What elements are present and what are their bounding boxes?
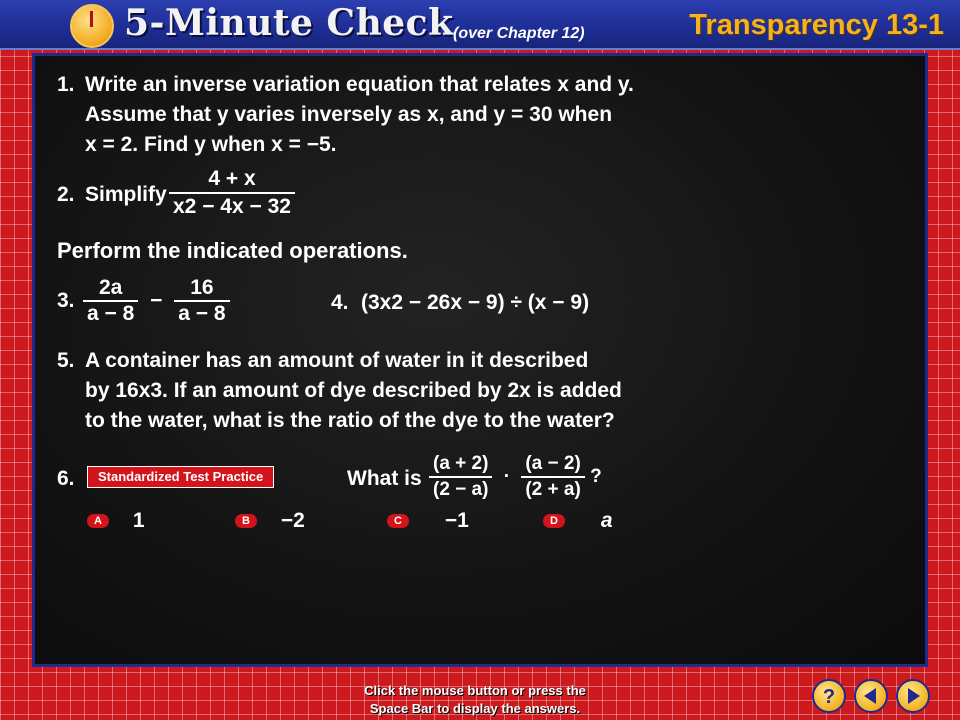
choice-c[interactable] xyxy=(387,506,469,536)
q4-expression: (3x2 − 26x − 9) ÷ (x − 9) xyxy=(361,291,590,314)
transparency-label: Transparency 13-1 xyxy=(689,9,944,41)
previous-button[interactable] xyxy=(854,679,888,713)
choice-d-value: a xyxy=(600,509,613,532)
choice-c-marker: C xyxy=(387,514,409,528)
footer-instructions xyxy=(320,682,630,718)
question-4-number: 4. xyxy=(331,291,349,314)
chapter-subtitle: (over Chapter 12) xyxy=(453,25,585,42)
choice-b[interactable] xyxy=(235,506,305,536)
q6-fraction-1-numerator: (a + 2) xyxy=(433,453,489,474)
q2-denominator: x2 − 4x − 32 xyxy=(169,192,295,220)
q3-fraction-2-numerator: 16 xyxy=(190,276,214,299)
q6-expression: $\frac{(a + 2)}{(2 - a)}$ · $\frac{(a - 2)}{(2 + a)}$ ? xyxy=(429,452,602,502)
footer-line-2: Space Bar to display the answers. xyxy=(369,701,581,716)
next-button[interactable] xyxy=(896,679,930,713)
q3-expression: $\frac{2a}{a - 8}$ − $\frac{16}{a - 8}$ xyxy=(83,276,230,326)
q1-line-1: Write an inverse variation equation that relates x and y. xyxy=(85,73,634,96)
header-bar xyxy=(0,0,960,50)
q6-fraction-2-numerator: (a − 2) xyxy=(525,453,581,474)
previous-icon xyxy=(856,681,886,711)
choice-a-value: 1 xyxy=(132,509,145,532)
chalkboard xyxy=(32,53,928,667)
q6-fraction-1-denominator: (2 − a) xyxy=(429,476,492,502)
q6-fraction-2-denominator: (2 + a) xyxy=(521,476,584,502)
q5-line-3: to the water, what is the ratio of the dye to the water? xyxy=(85,409,615,432)
q2-fraction xyxy=(169,166,295,220)
choice-d[interactable] xyxy=(543,506,613,536)
q2-label: Simplify xyxy=(85,183,167,206)
page-title: 5-Minute Check xyxy=(124,2,454,44)
q1-line-2: Assume that y varies inversely as x, and y = 30 when xyxy=(85,103,613,126)
footer-line-1: Click the mouse button or press the xyxy=(364,683,586,698)
question-1 xyxy=(57,70,75,100)
help-icon xyxy=(814,681,844,711)
choice-b-marker: B xyxy=(235,514,257,528)
question-6-number: 6. xyxy=(57,467,75,490)
standardized-test-badge: Standardized Test Practice xyxy=(87,466,274,488)
q3-fraction-1-numerator: 2a xyxy=(98,276,123,299)
q1-line-3: x = 2. Find y when x = −5. xyxy=(85,133,337,156)
q6-badge-wrap xyxy=(87,460,274,490)
svg-text:?: ? xyxy=(822,686,836,708)
q2-numerator: 4 + x xyxy=(208,167,256,190)
choice-c-value: −1 xyxy=(444,509,469,532)
choice-d-marker: D xyxy=(543,514,565,528)
q3-fraction-2-denominator: a − 8 xyxy=(174,300,229,326)
next-icon xyxy=(898,681,928,711)
choice-b-value: −2 xyxy=(280,509,305,532)
choice-a-marker: A xyxy=(87,514,109,528)
question-number: 1. xyxy=(57,73,75,96)
section-heading: Perform the indicated operations. xyxy=(57,238,408,263)
q5-line-2: by 16x3. If an amount of dye described by 2x is added xyxy=(85,379,622,402)
clock-icon xyxy=(70,4,114,48)
q3-fraction-1-denominator: a − 8 xyxy=(83,300,138,326)
choice-a[interactable] xyxy=(87,506,145,536)
question-5-number: 5. xyxy=(57,349,75,372)
question-3-number: 3. xyxy=(57,289,75,312)
q5-line-1: A container has an amount of water in it described xyxy=(85,349,589,372)
question-2-number: 2. xyxy=(57,183,75,206)
help-button[interactable] xyxy=(812,679,846,713)
q6-label: What is xyxy=(347,467,422,490)
